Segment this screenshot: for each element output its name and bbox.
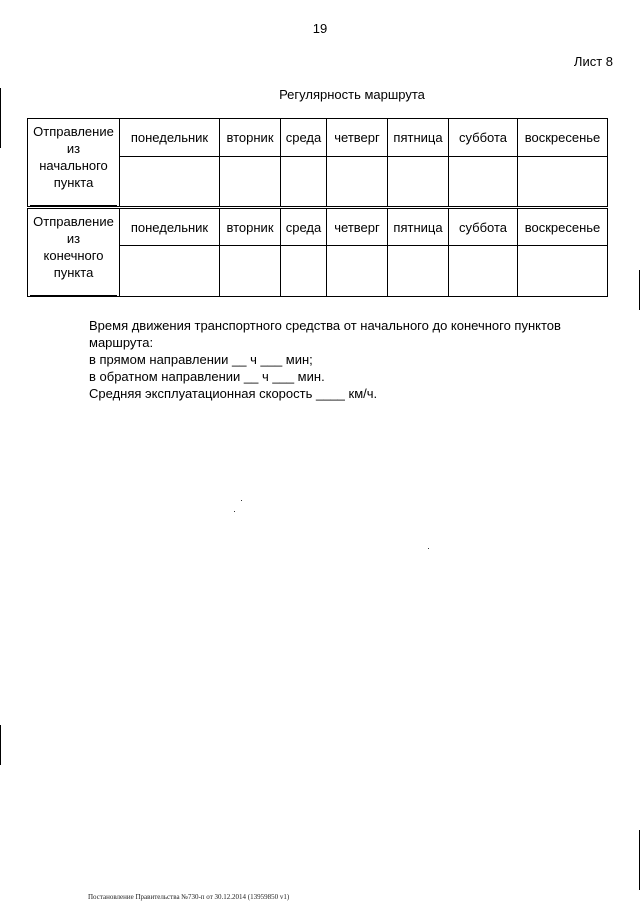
time-cell bbox=[449, 246, 518, 297]
scan-edge-mark bbox=[0, 88, 1, 148]
average-speed-line: Средняя эксплуатационная скорость ____ км/ч. bbox=[89, 386, 378, 401]
day-header: четверг bbox=[327, 208, 388, 246]
day-header: среда bbox=[281, 119, 327, 157]
scan-speck bbox=[241, 500, 242, 501]
day-header: пятница bbox=[388, 119, 449, 157]
route-schedule-table bbox=[27, 118, 608, 297]
time-cell bbox=[120, 157, 220, 208]
start-days-row bbox=[28, 119, 608, 157]
schedule-title: Регулярность маршрута bbox=[279, 87, 425, 102]
time-cell bbox=[281, 246, 327, 297]
scan-speck bbox=[234, 511, 235, 512]
time-cell bbox=[281, 157, 327, 208]
day-header: воскресенье bbox=[518, 208, 608, 246]
day-header: вторник bbox=[220, 208, 281, 246]
time-cell bbox=[327, 246, 388, 297]
day-header: вторник bbox=[220, 119, 281, 157]
time-cell bbox=[518, 246, 608, 297]
scan-speck bbox=[428, 548, 429, 549]
travel-time-line: Время движения транспортного средства от начального до конечного пунктов bbox=[89, 318, 561, 333]
travel-time-line-cont: маршрута: bbox=[89, 335, 154, 350]
day-header: понедельник bbox=[120, 119, 220, 157]
time-cell bbox=[327, 157, 388, 208]
day-header: суббота bbox=[449, 119, 518, 157]
footer-reference: Постановление Правительства №730-п от 30.12.2014 (13959850 v1) bbox=[88, 893, 290, 901]
time-cell bbox=[518, 157, 608, 208]
day-header: пятница bbox=[388, 208, 449, 246]
day-header: понедельник bbox=[120, 208, 220, 246]
day-header: воскресенье bbox=[518, 119, 608, 157]
time-cell bbox=[220, 157, 281, 208]
departure-end-label: Отправление из конечного пункта bbox=[28, 208, 120, 297]
time-cell bbox=[388, 246, 449, 297]
day-header: среда bbox=[281, 208, 327, 246]
end-days-row bbox=[28, 208, 608, 246]
travel-info bbox=[89, 317, 561, 402]
page-number: 19 bbox=[312, 21, 328, 36]
scan-edge-mark bbox=[0, 725, 1, 765]
time-cell bbox=[220, 246, 281, 297]
day-header: четверг bbox=[327, 119, 388, 157]
time-cell bbox=[449, 157, 518, 208]
time-cell bbox=[120, 246, 220, 297]
reverse-direction-line: в обратном направлении __ ч ___ мин. bbox=[89, 369, 325, 384]
time-cell bbox=[388, 157, 449, 208]
day-header: суббота bbox=[449, 208, 518, 246]
departure-start-label: Отправление из начального пункта bbox=[28, 119, 120, 208]
sheet-label: Лист 8 bbox=[573, 54, 613, 69]
forward-direction-line: в прямом направлении __ ч ___ мин; bbox=[89, 352, 313, 367]
